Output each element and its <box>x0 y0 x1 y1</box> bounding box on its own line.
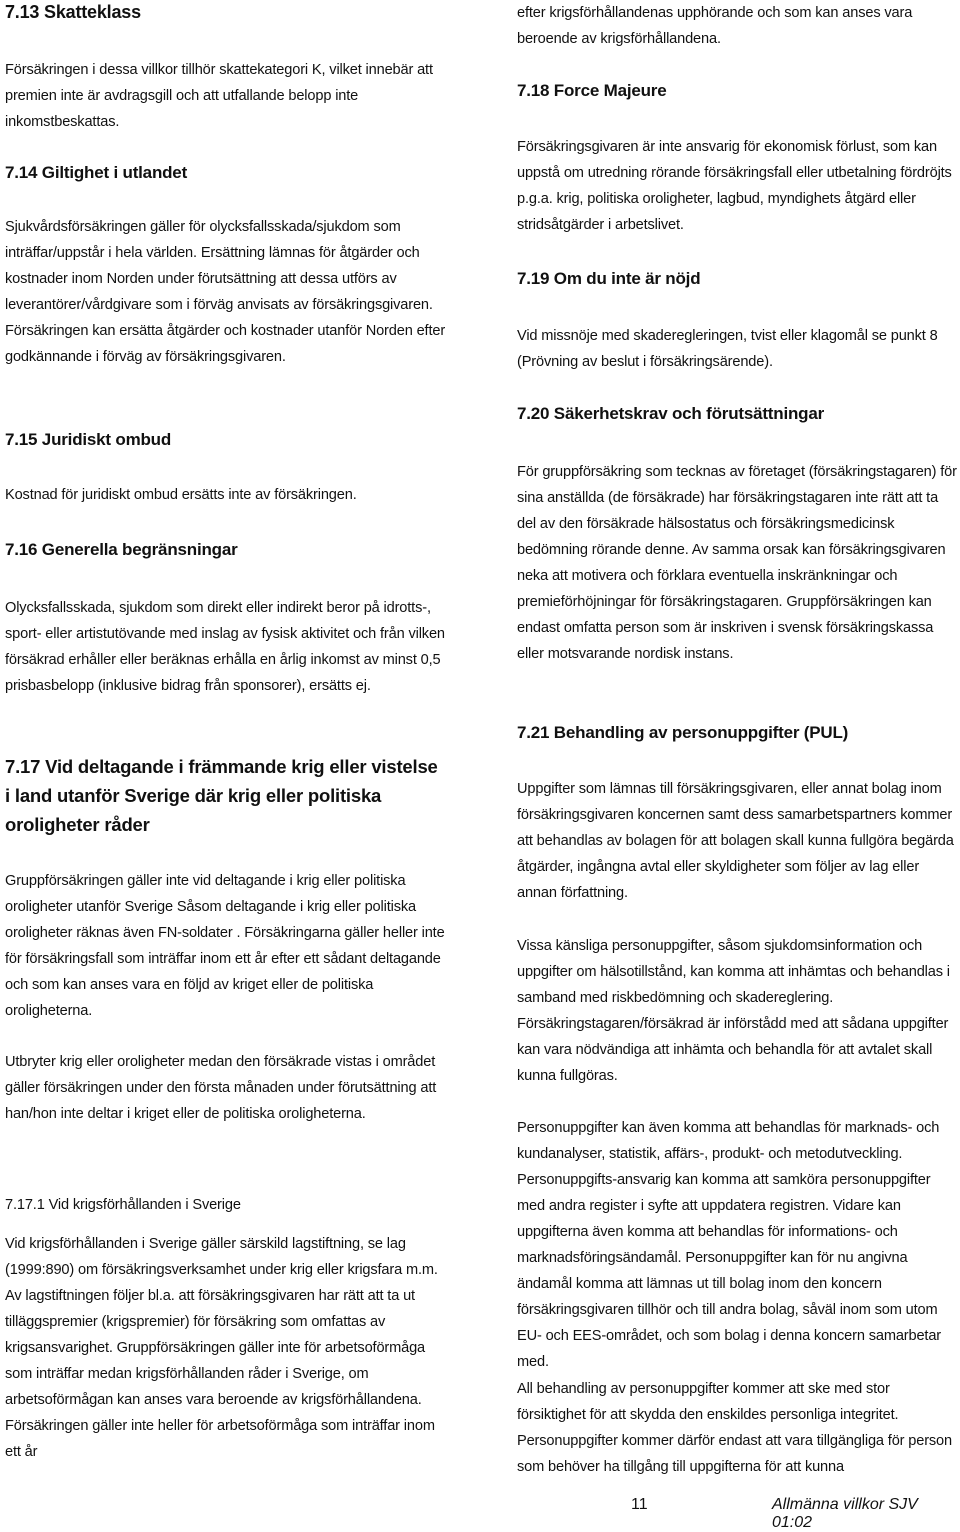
page-footer <box>0 1496 960 1531</box>
section-7-21-text-2: Vissa känsliga personuppgifter, såsom sjukdomsinformation och uppgifter om hälsotillstånd, kan komma att inhämtas och behandlas i samband med riskbedömning och skadereglering. Försäkringstagaren/försäkrad är införstådd med att sådana uppgifter kan vara nödvändiga att inhämta och behandla för att avtalet skall kunna fullgöras. <box>517 938 950 1084</box>
section-7-17-1-heading: 7.17.1 Vid krigsförhållanden i Sverige <box>5 1197 241 1213</box>
section-7-21-text-3: Personuppgifter kan även komma att behandlas för marknads- och kundanalyser, statistik, affärs-, produkt- och metodutveckling. Personuppgifts-ansvarig kan komma att samköra personuppgifter med andra register i syfte att uppdatera registren. Vidare kan uppgifterna även komma att behandlas för informations- och marknadsföringsändamål. Personuppgifter kan för nu angivna ändamål komma att lämnas ut till bolag inom den koncern försäkringsgivaren tillhör och till andra bolag, såväl inom som utom EU- och EES-området, och som bolag i denna koncern samarbetar med. <box>517 1120 942 1370</box>
section-7-18-heading: 7.18 Force Majeure <box>517 81 667 100</box>
section-7-21-text-5: Personuppgifter kommer därför endast att vara tillgängliga för person som behöver ha tillgång till uppgifterna för att kunna <box>517 1433 952 1475</box>
document-title: Allmänna villkor SJV 01:02 <box>772 1496 918 1531</box>
section-7-13-heading: 7.13 Skatteklass <box>5 2 141 22</box>
section-7-14-heading: 7.14 Giltighet i utlandet <box>5 163 188 182</box>
section-7-17-heading: 7.17 Vid deltagande i främmande krig eller vistelse i land utanför Sverige där krig eller politiska oroligheter råder <box>5 756 438 835</box>
section-7-19-text: Vid missnöje med skaderegleringen, tvist eller klagomål se punkt 8 (Prövning av beslut i försäkringsärende). <box>517 328 938 370</box>
section-7-19-heading: 7.19 Om du inte är nöjd <box>517 269 701 288</box>
section-7-16-heading: 7.16 Generella begränsningar <box>5 540 238 559</box>
section-7-17-text-1: Gruppförsäkringen gäller inte vid deltagande i krig eller politiska oroligheter utanför Sverige Såsom deltagande i krig eller politiska oroligheter räknas även FN-soldater . Försäkringarna gäller heller inte för försäkringsfall som inträffar inom ett år efter ett sådant deltagande och som kan anses vara en följd av kriget eller de politiska oroligheterna. <box>5 873 445 1019</box>
section-7-17-1-text: Vid krigsförhållanden i Sverige gäller särskild lagstiftning, se lag (1999:890) om försäkringsverksamhet under krig eller krigsfara m.m. Av lagstiftningen följer bl.a. att försäkringsgivaren har rätt att ta ut tilläggspremier (krigspremier) för försäkring som omfattas av krigsansvarighet. Gruppförsäkringen gäller inte för arbetsoförmåga som inträffar medan krigsförhållanden råder i Sverige, om arbetsoförmågan kan anses vara beroende av krigsförhållandena. Försäkringen gäller inte heller för arbetsoförmåga som inträffar inom ett år <box>5 1236 438 1460</box>
section-7-20-text: För gruppförsäkring som tecknas av företaget (försäkringstagaren) för sina anställda (de försäkrade) har försäkringstagaren inte rätt att ta del av den försäkrade hälsostatus och försäkringsmedicinsk bedömning rörande denne. Av samma orsak kan försäkringsgivaren neka att motivera och förklara eventuella inskränkningar och premieförhöjningar för försäkringstagaren. Gruppförsäkringen kan endast omfatta person som är inskriven i svensk försäkringskassa eller motsvarande nordisk instans. <box>517 464 957 662</box>
section-7-21-text-1: Uppgifter som lämnas till försäkringsgivaren, eller annat bolag inom försäkringsgivaren koncernen samt dess samarbetspartners kommer att behandlas av bolagen för att bolagen skall kunna fullgöra begärda åtgärder, ingångna avtal eller skyldigheter som följer av lag eller annan författning. <box>517 781 954 901</box>
section-7-17-text-2: Utbryter krig eller oroligheter medan den försäkrade vistas i området gäller försäkringen under den första månaden under förutsättning att han/hon inte deltar i kriget eller de politiska oroligheterna. <box>5 1054 437 1122</box>
section-7-21-text-4: All behandling av personuppgifter kommer att ske med stor försiktighet för att skydda den enskildes personliga integritet. <box>517 1381 899 1423</box>
section-7-16-text: Olycksfallsskada, sjukdom som direkt eller indirekt beror på idrotts-, sport- eller artistutövande med inslag av fysisk aktivitet och från vilken försäkrad erhåller eller beräknas erhålla en årlig inkomst av minst 0,5 prisbasbelopp (inklusive bidrag från sponsorer), ersätts ej. <box>5 600 445 694</box>
section-7-15-heading: 7.15 Juridiskt ombud <box>5 430 172 449</box>
section-7-13-text: Försäkringen i dessa villkor tillhör skattekategori K, vilket innebär att premien inte är avdragsgill och att utfallande belopp inte inkomstbeskattas. <box>5 62 433 130</box>
section-7-18-text: Försäkringsgivaren är inte ansvarig för ekonomisk förlust, som kan uppstå om utredning rörande försäkringsfall eller utbetalning fördröjts p.g.a. krig, politiska oroligheter, lagbud, myndighets åtgärd eller stridsåtgärder i arbetslivet. <box>517 139 952 233</box>
section-7-20-heading: 7.20 Säkerhetskrav och förutsättningar <box>517 404 825 423</box>
section-7-14-text: Sjukvårdsförsäkringen gäller för olycksfallsskada/sjukdom som inträffar/uppstår i hela världen. Ersättning lämnas för åtgärder och kostnader inom Norden under förutsättning att dessa utförs av leverantörer/vårdgivare som i förväg anvisats av försäkringsgivaren. Försäkringen kan ersätta åtgärder och kostnader utanför Norden efter godkännande i förväg av försäkringsgivaren. <box>5 219 446 365</box>
section-7-21-heading: 7.21 Behandling av personuppgifter (PUL) <box>517 723 849 742</box>
continued-text: efter krigsförhållandenas upphörande och som kan anses vara beroende av krigsförhållandena. <box>517 5 913 47</box>
page-number: 11 <box>631 1496 648 1513</box>
section-7-15-text: Kostnad för juridiskt ombud ersätts inte av försäkringen. <box>5 487 357 503</box>
